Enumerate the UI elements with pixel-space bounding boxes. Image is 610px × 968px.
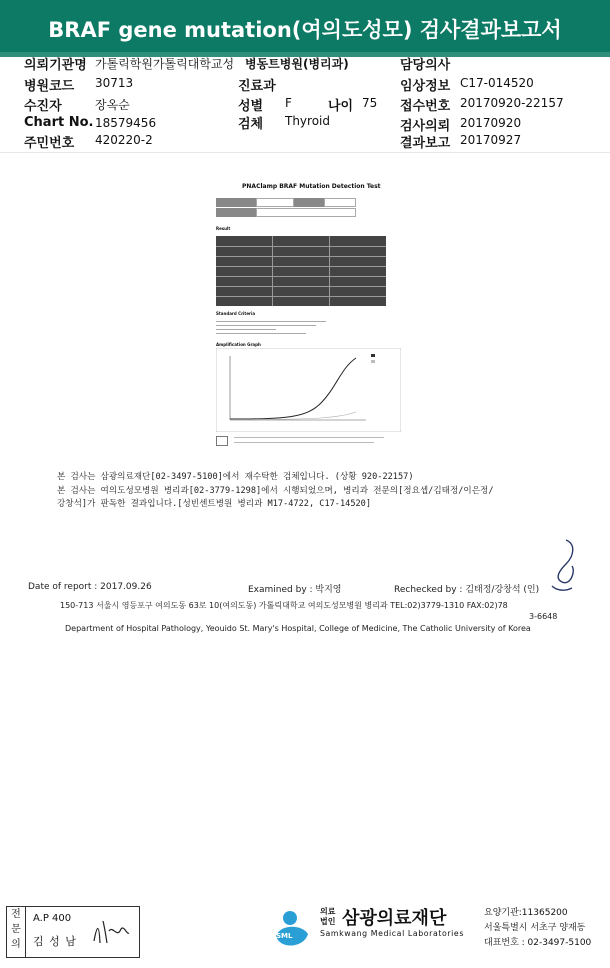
specialist-stamp	[6, 906, 140, 958]
result-label: Result	[216, 226, 231, 231]
label-doctor: 담당의사	[400, 58, 451, 73]
stamp-label	[7, 907, 26, 957]
report-title: PNAClamp BRAF Mutation Detection Test	[242, 183, 381, 190]
amplification-graph	[216, 348, 401, 432]
address-korean: 150-713 서울시 영등포구 여의도동 63로 10(여의도동) 가톨릭대학교 여의도성모병원 병리과 TEL:02)3779-1310 FAX:02)78	[60, 601, 508, 610]
report-footer-line-1	[234, 437, 384, 438]
info-divider	[0, 152, 610, 153]
stamp-char-1: 전	[11, 909, 21, 920]
handwritten-signature	[536, 538, 586, 596]
value-specimen: Thyroid	[285, 114, 330, 128]
footer	[0, 902, 610, 968]
rechecked-label: Rechecked by :	[394, 585, 463, 595]
org-phone: 대표번호 : 02-3497-5100	[484, 938, 592, 948]
label-request-date: 검사의뢰	[400, 119, 451, 134]
note-line-2: 본 검사는 여의도성모병원 병리과[02-3779-1298]에서 시행되었으며, 병리과 전문의[정요셉/김태정/이은정/	[57, 486, 494, 496]
value-patient: 장옥순	[95, 98, 130, 112]
seal-mark: (인)	[523, 585, 540, 595]
value-hospital-code: 30713	[95, 76, 134, 90]
label-clinical-info: 임상정보	[400, 79, 451, 94]
org-small-1: 의료	[320, 907, 336, 916]
report-date: Date of report : 2017.09.26	[28, 582, 152, 592]
org-name-english: Samkwang Medical Laboratories	[320, 929, 464, 938]
value-resident-no: 420220-2	[95, 133, 153, 147]
criteria-text	[216, 318, 336, 336]
doctor-signature	[91, 915, 131, 947]
graph-label: Amplification Graph	[216, 342, 261, 347]
examined-by	[248, 582, 342, 595]
examined-label: Examined by :	[248, 585, 316, 595]
rechecker-name: 김태정/강창석	[465, 585, 521, 595]
label-institution: 의뢰기관명	[24, 58, 87, 73]
institution-code: 요양기관:11365200	[484, 908, 568, 918]
org-name: 삼광의료재단	[342, 908, 447, 929]
report-logo-mark	[216, 436, 228, 446]
value-chart-no: 18579456	[95, 116, 157, 130]
note-line-1: 본 검사는 삼광의료재단[02-3497-5100]에서 재수탁한 검체입니다. (상황 920-22157)	[57, 472, 414, 482]
label-patient: 수진자	[24, 99, 62, 114]
sml-mark: SML	[276, 932, 293, 940]
value-report-date: 20170927	[460, 133, 522, 147]
id-table	[216, 198, 356, 218]
label-sex: 성별	[238, 99, 264, 114]
org-address: 서울특별시 서초구 양재동	[484, 923, 586, 933]
examiner-name: 박지영	[315, 585, 342, 595]
report-footer-line-2	[234, 442, 374, 443]
label-hospital-code: 병원코드	[24, 79, 75, 94]
pnaclamp-report-image	[198, 178, 416, 450]
note-line-3: 강창석]가 판독한 결과입니다.[성빈센트병원 병리과 M17-4722, C17-14520]	[57, 499, 372, 509]
label-receipt-no: 접수번호	[400, 99, 451, 114]
address-korean-cont: 3-6648	[529, 612, 558, 621]
criteria-label: Standard Criteria	[216, 311, 256, 316]
label-chart-no: Chart No.	[24, 115, 94, 130]
address-english: Department of Hospital Pathology, Yeouido St. Mary's Hospital, College of Medicine, The Catholic University of Korea	[65, 624, 531, 633]
result-table	[216, 236, 386, 306]
doctor-name: 김 성 남	[33, 935, 77, 948]
stamp-char-2: 문	[11, 924, 21, 935]
org-contact	[484, 906, 591, 951]
value-age: 75	[362, 96, 378, 110]
label-specimen: 검체	[238, 117, 264, 132]
org-corp-label	[320, 907, 335, 927]
rechecked-by	[394, 582, 539, 595]
value-institution: 가톨릭학원가톨릭대학교성	[95, 57, 235, 71]
ap-number: A.P 400	[33, 913, 72, 924]
org-small-2: 법인	[320, 917, 336, 926]
sml-logo-icon	[270, 904, 322, 956]
label-report-date: 결과보고	[400, 136, 451, 151]
value-clinical-info: C17-014520	[460, 76, 534, 90]
label-department: 진료과	[238, 79, 276, 94]
label-resident-no: 주민번호	[24, 136, 75, 151]
value-sex: F	[285, 96, 292, 110]
label-age: 나이	[328, 99, 354, 114]
value-request-date: 20170920	[460, 116, 522, 130]
value-institution-dept: 병동트병원(병리과)	[245, 57, 349, 71]
report-header: BRAF gene mutation(여의도성모) 검사결과보고서	[0, 0, 610, 52]
stamp-char-3: 의	[11, 939, 21, 950]
value-receipt-no: 20170920-22157	[460, 96, 564, 110]
